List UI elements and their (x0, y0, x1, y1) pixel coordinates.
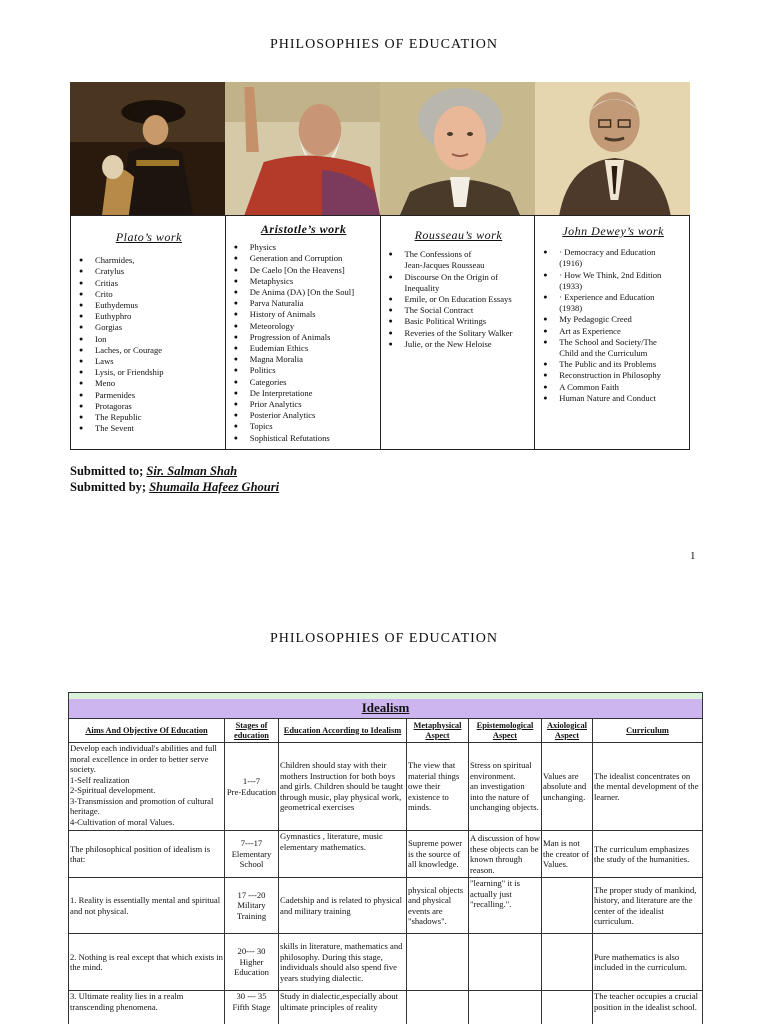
table-cell: Stress on spiritual environment. an investigation into the nature of unchanging objects. (469, 743, 542, 831)
list-item: ● Prior Analytics (232, 399, 376, 410)
column-header: Axiological Aspect (542, 719, 593, 743)
list-item: ● The Social Contract (387, 305, 531, 316)
table-heading-row (69, 699, 703, 719)
works-table (70, 215, 690, 450)
portrait-painting-aristotle-icon (225, 82, 380, 215)
table-cell: The proper study of mankind, history, and literature are the center of the idealist curriculum. (593, 878, 703, 934)
table-cell: 3. Ultimate reality lies in a realm transcending phenomena. (69, 991, 225, 1024)
list-item: ● Laches, or Courage (77, 345, 221, 356)
list-item: (1916) (559, 258, 583, 269)
column-header: Metaphysical Aspect (407, 719, 469, 743)
list-item: ● Reconstruction in Philosophy (541, 370, 685, 381)
column-heading: Aristotle’s work (260, 222, 347, 236)
list-item: ● Meteorology (232, 321, 376, 332)
column-heading: Plato’s work (115, 230, 182, 244)
list-item: ● Posterior Analytics (232, 410, 376, 421)
list-item: ● Gorgias (77, 322, 221, 333)
list-item: ● · How We Think, 2nd Edition (541, 270, 685, 281)
list-item: ● Progression of Animals (232, 332, 376, 343)
list-item: ● Human Nature and Conduct (541, 393, 685, 404)
submitted-by-name: Shumaila Hafeez Ghouri (149, 480, 280, 494)
table-cell: Study in dialectic,especially about ultimate principles of reality (279, 991, 407, 1024)
submitted-to-name: Sir. Salman Shah (146, 464, 238, 478)
list-item: ● Protagoras (77, 401, 221, 412)
column-header: Aims And Objective Of Education (69, 719, 225, 743)
page-number: 1 (690, 550, 696, 562)
list-item: ● Emile, or On Education Essays (387, 294, 531, 305)
works-list (387, 249, 531, 350)
list-item: ● The Public and its Problems (541, 359, 685, 370)
list-item: (1933) (559, 280, 583, 291)
table-cell: Pure mathematics is also included in the curriculum. (593, 934, 703, 991)
list-item: ● Critias (77, 278, 221, 289)
table-cell: The idealist concentrates on the mental development of the learner. (593, 743, 703, 831)
works-column-dewey (535, 216, 689, 449)
page-title: PHILOSOPHIES OF EDUCATION (269, 631, 498, 646)
list-item: ● A Common Faith (541, 382, 685, 393)
column-header: Epistemological Aspect (469, 719, 542, 743)
table-cell: A discussion of how these objects can be known through reason. (469, 831, 542, 878)
works-list (232, 242, 376, 444)
column-header: Education According to Idealism (279, 719, 407, 743)
table-row (69, 991, 703, 1024)
works-list (541, 247, 685, 404)
column-heading: Rousseau’s work (414, 228, 503, 242)
portrait-painting-plato-icon (70, 82, 225, 215)
table-cell: Man is not the creator of Values. (542, 831, 593, 878)
list-item: ● Eudemian Ethics (232, 343, 376, 354)
list-item: ● The School and Society/The (541, 337, 685, 348)
submitted-by (70, 480, 279, 495)
list-item: ● · Democracy and Education (541, 247, 685, 258)
list-item: ● De Caelo [On the Heavens] (232, 265, 376, 276)
list-item: ● Parmenides (77, 390, 221, 401)
list-item: Child and the Curriculum (559, 348, 648, 359)
table-cell: physical objects and physical events are "shadows". (407, 878, 469, 934)
portrait-photo-dewey-icon (535, 82, 690, 215)
table-cell: Gymnastics , literature, music elementary mathematics. (279, 831, 407, 878)
table-cell: "learning" it is actually just "recalling.". (469, 878, 542, 934)
works-column-rousseau (381, 216, 536, 449)
list-item: ● Lysis, or Friendship (77, 367, 221, 378)
table-cell (469, 991, 542, 1024)
list-item: ● Meno (77, 378, 221, 389)
list-item: ● The Sevent (77, 423, 221, 434)
list-item: ● Cratylus (77, 266, 221, 277)
list-item: ● De Anima (DA) [On the Soul] (232, 287, 376, 298)
list-item: ● Basic Political Writings (387, 316, 531, 327)
works-list (77, 255, 221, 434)
list-item: ● Euthydemus (77, 300, 221, 311)
column-header: Curriculum (593, 719, 703, 743)
list-item: ● · Experience and Education (541, 292, 685, 303)
list-item: ● Magna Moralia (232, 354, 376, 365)
table-cell: Cadetship and is related to physical and military training (279, 878, 407, 934)
list-item: Inequality (404, 282, 440, 293)
table-heading: Idealism (69, 699, 703, 719)
list-item: ● Sophistical Refutations (232, 433, 376, 444)
list-item: ● Metaphysics (232, 276, 376, 287)
table-cell: Develop each individual's abilities and full moral excellence in order to better serve society. 1-Self realization 2-Spiritual development. 3-Transmission and promotion of cultural heritage. 4-Cultivation of moral Values. (69, 743, 225, 831)
table-row (69, 934, 703, 991)
table-cell: The philosophical position of idealism is that: (69, 831, 225, 878)
table-row (69, 743, 703, 831)
table-cell: 2. Nothing is real except that which exists in the mind. (69, 934, 225, 991)
list-item: ● Julie, or the New Heloise (387, 339, 531, 350)
list-item: ● The Republic (77, 412, 221, 423)
list-item: ● Categories (232, 377, 376, 388)
table-cell (407, 934, 469, 991)
list-item: ● The Confessions of (387, 249, 531, 260)
list-item: ● Discourse On the Origin of (387, 272, 531, 283)
table-cell: skills in literature, mathematics and philosophy. During this stage, individuals should also spend five years studying dialectic. (279, 934, 407, 991)
table-header-row (69, 719, 703, 743)
list-item: ● Art as Experience (541, 326, 685, 337)
list-item: ● History of Animals (232, 309, 376, 320)
table-cell (542, 934, 593, 991)
list-item: Jean-Jacques Rousseau (404, 260, 485, 271)
column-heading: John Dewey’s work (562, 224, 664, 238)
table-cell (407, 991, 469, 1024)
portrait-strip (70, 82, 690, 215)
table-cell: 20--- 30 Higher Education (225, 934, 279, 991)
list-item: ● My Pedagogic Creed (541, 314, 685, 325)
table-cell: Supreme power is the source of all knowledge. (407, 831, 469, 878)
table-cell: The curriculum emphasizes the study of the humanities. (593, 831, 703, 878)
idealism-table (68, 692, 703, 1024)
list-item: ● Parva Naturalia (232, 298, 376, 309)
page-title: PHILOSOPHIES OF EDUCATION (269, 37, 498, 52)
table-cell: Children should stay with their mothers Instruction for both boys and girls. Children should be taught through music, play physical work, geometrical exercises (279, 743, 407, 831)
table-cell: 1. Reality is essentially mental and spiritual and not physical. (69, 878, 225, 934)
submitted-to (70, 464, 237, 479)
table-cell: 30 --- 35 Fifth Stage (225, 991, 279, 1024)
table-cell: 1---7 Pre-Education (225, 743, 279, 831)
table-cell: 7---17 Elementary School (225, 831, 279, 878)
list-item: ● Laws (77, 356, 221, 367)
list-item: ● Crito (77, 289, 221, 300)
table-row (69, 831, 703, 878)
table-cell: The teacher occupies a crucial position in the idealist school. (593, 991, 703, 1024)
column-header: Stages of education (225, 719, 279, 743)
list-item: (1938) (559, 303, 583, 314)
table-cell (542, 991, 593, 1024)
list-item: ● Politics (232, 365, 376, 376)
portrait-painting-rousseau-icon (380, 82, 535, 215)
table-cell (469, 934, 542, 991)
list-item: ● Physics (232, 242, 376, 253)
table-cell: 17 ---20 Military Training (225, 878, 279, 934)
list-item: ● Generation and Corruption (232, 253, 376, 264)
table-cell: Values are absolute and unchanging. (542, 743, 593, 831)
list-item: ● Reveries of the Solitary Walker (387, 328, 531, 339)
submitted-to-label: Submitted to; (70, 464, 144, 478)
submitted-by-label: Submitted by; (70, 480, 147, 494)
list-item: ● Ion (77, 334, 221, 345)
works-column-aristotle (226, 216, 381, 449)
table-cell: The view that material things owe their existence to minds. (407, 743, 469, 831)
list-item: ● Euthyphro (77, 311, 221, 322)
list-item: ● Topics (232, 421, 376, 432)
works-column-plato (71, 216, 226, 449)
list-item: ● De Interpretatione (232, 388, 376, 399)
table-cell (542, 878, 593, 934)
table-row (69, 878, 703, 934)
list-item: ● Charmides, (77, 255, 221, 266)
